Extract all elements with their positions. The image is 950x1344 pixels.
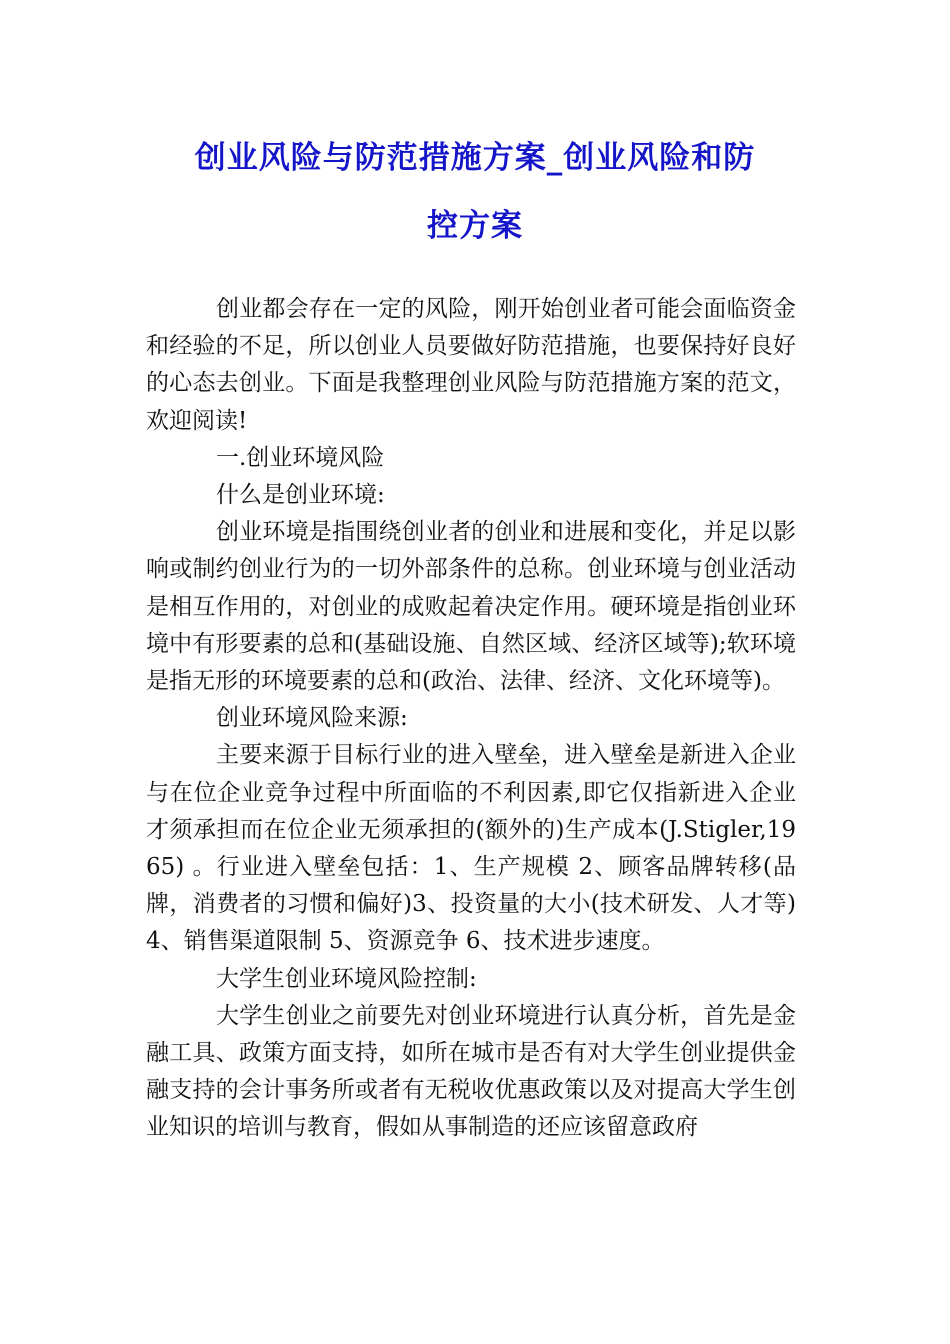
subheading-risk-control: 大学生创业环境风险控制: <box>216 965 477 992</box>
document-body <box>146 291 796 1147</box>
paragraph-environment-definition: 创业环境是指围绕创业者的创业和进展和变化，并足以影响或制约创业行为的一切外部条件的总称。创业环境与创业活动是相互作用的，对创业的成败起着决定作用。硬环境是指创业环境中有形要素的总和(基础设施、自然区域、经济区域等);软环境是指无形的环境要素的总和(政治、法律、经济、文化环境等)。 <box>146 519 796 695</box>
paragraph-risk-control: 大学生创业之前要先对创业环境进行认真分析，首先是金融工具、政策方面支持，如所在城市是否有对大学生创业提供金融支持的会计事务所或者有无税收优惠政策以及对提高大学生创业知识的培训与教育，假如从事制造的还应该留意政府 <box>146 1002 796 1141</box>
subheading-risk-sources: 创业环境风险来源: <box>216 705 408 732</box>
paragraph-risk-sources: 主要来源于目标行业的进入壁垒，进入壁垒是新进入企业与在位企业竞争过程中所面临的不利因素,即它仅指新进入企业才须承担而在位企业无须承担的(额外的)生产成本(J.Stigler,1965) 。行业进入壁垒包括：1、生产规模 2、顾客品牌转移(品牌，消费者的习惯和偏好)3、投资量的大小(技术研发、人才等)4、销售渠道限制 5、资源竞争 6、技术进步速度。 <box>146 742 796 955</box>
title-line-1: 创业风险与防范措施方案_创业风险和防 <box>194 140 756 176</box>
subheading-what-is-environment: 什么是创业环境: <box>216 482 385 509</box>
title-line-2: 控方案 <box>427 208 523 244</box>
document-title <box>120 124 830 260</box>
paragraph-intro: 创业都会存在一定的风险，刚开始创业者可能会面临资金和经验的不足，所以创业人员要做好防范措施，也要保持好良好的心态去创业。下面是我整理创业风险与防范措施方案的范文，欢迎阅读! <box>146 296 796 434</box>
section-heading-environment-risk: 一.创业环境风险 <box>216 444 385 471</box>
